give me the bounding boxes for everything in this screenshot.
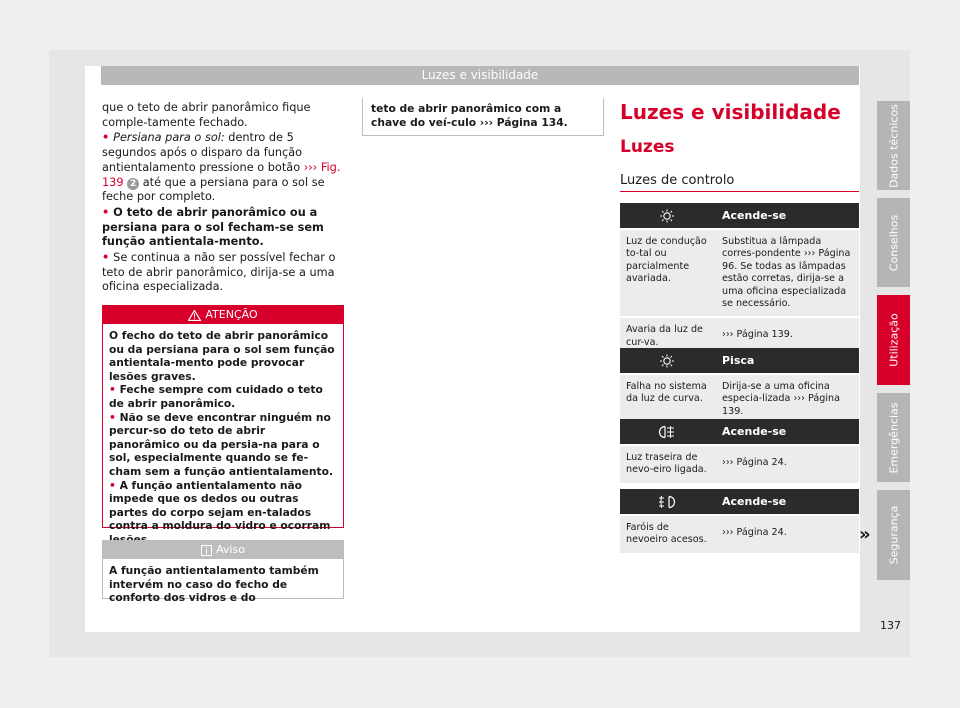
paragraph-3 [102,206,344,250]
tab-dados-tecnicos[interactable]: Dados técnicos [877,101,910,190]
subsection-title: Luzes [620,137,675,157]
paragraph-3-text: O teto de abrir panorâmico ou a persiana para o sol fecham-se sem função antientala-mento. [102,205,324,249]
paragraph-4-text: Se continua a não ser possível fechar o teto de abrir panorâmico, dirija-se a uma oficina especializada. [102,251,336,294]
title-underline [620,191,859,192]
table-cell-action[interactable]: ››› Página 139. [722,329,793,341]
paragraph-2-end: até que a persiana para o sol se feche por completo. [102,175,325,204]
page-number: 137 [880,619,901,632]
info-icon [201,545,212,556]
control-light-table [620,489,859,553]
paragraph-1: que o teto de abrir panorâmico fique comple-tamente fechado. [102,101,311,129]
note-text: A função antientalamento também intervém no caso do fecho de conforto dos vidros e do [109,564,319,605]
table-cell-condition: Luz de condução to-tal ou parcialmente avariada. [626,236,707,285]
table-cell-condition: Faróis de nevoeiro acesos. [626,522,707,546]
table-header-label: Acende-se [722,425,787,438]
continued-mark: » [859,524,871,545]
light-bulb-icon [620,203,714,228]
tab-utilizacao[interactable]: Utilização [877,295,910,385]
paragraph-4 [102,251,344,295]
tab-emergencias[interactable]: Emergências [877,393,910,482]
note-header [103,541,343,559]
running-header: Luzes e visibilidade [101,66,859,85]
warning-box [102,305,344,533]
rear-fog-light-icon [620,419,714,444]
table-header [620,348,859,373]
warning-body [103,324,343,547]
table-row [620,228,859,316]
paragraph-2 [102,131,344,205]
bullet: • [102,205,114,219]
table-header-label: Pisca [722,354,755,367]
warning-intro: O fecho do teto de abrir panorâmico ou da persiana para o sol sem função antientala-mento pode provocar lesões graves. [109,329,335,383]
bullet: • [102,251,114,265]
table-cell-condition: Falha no sistema da luz de curva. [626,381,707,405]
control-light-table [620,419,859,483]
figure-reference-link[interactable]: ››› Fig. 139 [102,160,341,189]
warning-item: • Feche sempre com cuidado o teto de abrir panorâmico. [109,383,323,410]
table-row [620,514,859,553]
light-bulb-icon [620,348,714,373]
table-header [620,419,859,444]
table-cell-action[interactable]: ››› Página 24. [722,457,787,468]
warning-title: ATENÇÃO [205,308,258,321]
subsubsection-title: Luzes de controlo [620,173,735,188]
control-light-table [620,348,859,424]
table-row [620,373,859,424]
continued-note-box [362,98,604,136]
table-cell-action[interactable]: ››› Página 24. [722,527,787,538]
number-badge: 2 [127,178,139,190]
control-light-table [620,203,859,355]
tab-conselhos[interactable]: Conselhos [877,198,910,287]
table-cell-condition: Luz traseira de nevo-eiro ligada. [626,452,707,476]
front-fog-light-icon [620,489,714,514]
note-title: Aviso [216,543,245,556]
table-cell-condition: Avaria da luz de cur-va. [626,324,703,348]
warning-item: • Não se deve encontrar ninguém no percur-so do teto de abrir panorâmico ou da persia-na para o sol, especialmente quando se fe-cham sem a função antientalamento. [109,410,334,478]
warning-triangle-icon [188,310,201,321]
tab-seguranca[interactable]: Segurança [877,490,910,580]
bullet: • [102,131,114,145]
table-header [620,203,859,228]
section-title: Luzes e visibilidade [620,100,841,124]
table-header-label: Acende-se [722,495,787,508]
table-header-label: Acende-se [722,209,787,222]
left-column [102,101,344,296]
table-cell-action[interactable]: Dirija-se a uma oficina especia-lizada ››› Página 139. [722,381,840,417]
warning-header [103,306,343,324]
note-box [102,540,344,605]
table-cell-action: Substitua a lâmpada corres-pondente ››› Página 96. Se todas as lâmpadas estão corretas, dirija-se a uma oficina especializada se necessário. [722,236,851,310]
table-row [620,444,859,483]
table-header [620,489,859,514]
paragraph-2-text: dentro de 5 segundos após o disparo da função antientalamento pressione o botão [102,131,304,174]
continued-note-text: teto de abrir panorâmico com a chave do veí-culo ››› Página 134. [371,102,568,129]
italic-term: Persiana para o sol: [113,131,225,145]
warning-item: • A função antientalamento não impede que os dedos ou outras partes do corpo sejam en-talados contra a moldura do vidro e ocorram [109,478,331,533]
